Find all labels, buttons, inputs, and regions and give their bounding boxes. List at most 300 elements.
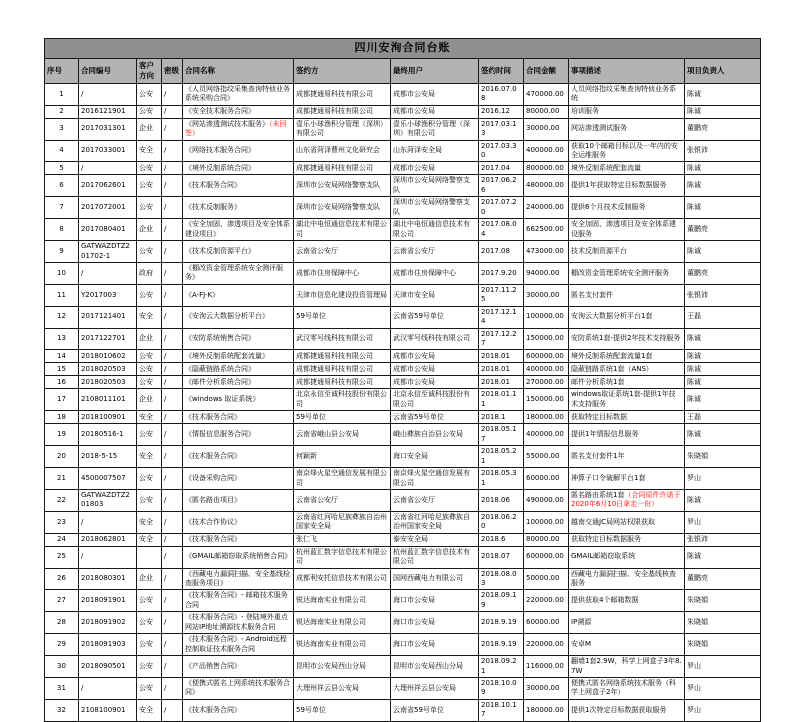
cell-customer-direction: 公安 [137, 284, 162, 306]
cell-end-user: 泰安安全局 [391, 533, 479, 546]
contract-table [44, 38, 761, 722]
cell-signing-date: 2017.08 [479, 241, 524, 263]
cell-contract-amount: 100000.00 [524, 511, 569, 533]
cell-secrecy-level: / [162, 546, 183, 568]
cell-customer-direction: 公安 [137, 83, 162, 105]
cell-row-number: 30 [45, 656, 79, 678]
cell-customer-direction: 公安 [137, 105, 162, 118]
cell-secrecy-level: / [162, 446, 183, 468]
cell-secrecy-level: / [162, 197, 183, 219]
cell-end-user: 云南省公安厅 [391, 489, 479, 511]
cell-contract-name: 《GMAIL邮箱窃取系统销售合同》 [183, 546, 294, 568]
table-row [45, 656, 761, 678]
cell-end-user: 海口市公安局 [391, 634, 479, 656]
cell-contract-name: 《便携式匿名上网系统技术服务合同》 [183, 677, 294, 699]
cell-contract-name: 《技术服务合同》 [183, 411, 294, 424]
cell-contract-number: 2017072001 [79, 197, 137, 219]
table-header [45, 39, 761, 84]
table-row [45, 376, 761, 389]
cell-end-user: 云南省59号单位 [391, 411, 479, 424]
cell-signing-date: 2018.6 [479, 533, 524, 546]
cell-secrecy-level: / [162, 140, 183, 162]
cell-secrecy-level: / [162, 612, 183, 634]
table-row [45, 363, 761, 376]
cell-matter-description: 西藏电力漏洞扫描、安全基线核查服务 [569, 568, 685, 590]
table-row [45, 241, 761, 263]
cell-row-number: 16 [45, 376, 79, 389]
cell-end-user: 壹乐小球渔积分管理（深圳）有限公司 [391, 118, 479, 140]
cell-project-lead: 陈诚 [685, 424, 761, 446]
cell-matter-description: 越南交通JC局网站权限获取 [569, 511, 685, 533]
cell-row-number: 14 [45, 350, 79, 363]
cell-contract-number: / [79, 262, 137, 284]
cell-contract-name: 《技术服务合同》- Android远程控制取证技术服务合同 [183, 634, 294, 656]
cell-signing-party: 南京烽火星空通信发展有限公司 [294, 468, 391, 490]
cell-project-lead: 陈诚 [685, 328, 761, 350]
cell-end-user: 成都市住房保障中心 [391, 262, 479, 284]
cell-row-number: 19 [45, 424, 79, 446]
ledger-sheet [44, 38, 760, 722]
cell-row-number: 27 [45, 590, 79, 612]
cell-contract-number: 2018091903 [79, 634, 137, 656]
cell-customer-direction: 公安 [137, 677, 162, 699]
cell-signing-date: 2017.03.30 [479, 140, 524, 162]
cell-signing-date: 2018.9.19 [479, 612, 524, 634]
cell-signing-party: 何颖新 [294, 446, 391, 468]
cell-matter-description: 境外反制系统配套流量1套 [569, 350, 685, 363]
cell-row-number: 25 [45, 546, 79, 568]
cell-contract-name: 《技术反制服务》 [183, 197, 294, 219]
red-annotation: （未回签） [185, 119, 287, 138]
cell-matter-description: IP溯源 [569, 612, 685, 634]
cell-contract-number: 2018090501 [79, 656, 137, 678]
cell-end-user: 成都市公安局 [391, 376, 479, 389]
cell-contract-amount: 150000.00 [524, 389, 569, 411]
cell-project-lead: 董鹏亮 [685, 219, 761, 241]
cell-contract-number: 20180516-1 [79, 424, 137, 446]
cell-contract-amount: 220000.00 [524, 634, 569, 656]
cell-matter-description: 隐蔽链路系统1套（ANS） [569, 363, 685, 376]
cell-end-user: 峨山彝族自治县公安局 [391, 424, 479, 446]
cell-contract-amount: 400000.00 [524, 424, 569, 446]
table-row [45, 568, 761, 590]
cell-contract-amount: 116000.00 [524, 656, 569, 678]
table-row [45, 350, 761, 363]
cell-project-lead: 陈诚 [685, 350, 761, 363]
cell-signing-date: 2016.07.08 [479, 83, 524, 105]
cell-secrecy-level: / [162, 284, 183, 306]
cell-contract-name: 《技术服务合同》- 邮箱技术服务合同 [183, 590, 294, 612]
cell-contract-name: 《棚改资金管理系统安全测评服务》 [183, 262, 294, 284]
cell-contract-name: 《产品销售合同》 [183, 656, 294, 678]
cell-customer-direction: 安全 [137, 533, 162, 546]
cell-signing-date: 2017.07.20 [479, 197, 524, 219]
cell-row-number: 29 [45, 634, 79, 656]
cell-row-number: 15 [45, 363, 79, 376]
cell-contract-amount: 400000.00 [524, 140, 569, 162]
cell-matter-description: 安全加固、渗透项目及安全体系建设服务 [569, 219, 685, 241]
cell-secrecy-level: / [162, 175, 183, 197]
cell-customer-direction: 公安 [137, 197, 162, 219]
cell-contract-number: 2017122701 [79, 328, 137, 350]
cell-contract-number: 2017031301 [79, 118, 137, 140]
cell-contract-name: 《网站渗透测试技术服务》（未回签） [183, 118, 294, 140]
cell-end-user: 天津市安全局 [391, 284, 479, 306]
cell-project-lead: 王磊 [685, 411, 761, 424]
column-header: 合同金额 [524, 58, 569, 83]
cell-secrecy-level: / [162, 411, 183, 424]
table-row [45, 489, 761, 511]
table-row [45, 118, 761, 140]
cell-contract-name: 《技术合作协议》 [183, 511, 294, 533]
cell-customer-direction: 企业 [137, 568, 162, 590]
cell-customer-direction: 公安 [137, 612, 162, 634]
table-row [45, 612, 761, 634]
cell-contract-amount: 80000.00 [524, 533, 569, 546]
cell-end-user: 湖北中电恒通信息技术有限公司 [391, 219, 479, 241]
cell-contract-name: 《技术服务合同》 [183, 699, 294, 721]
cell-signing-date: 2017.12.14 [479, 306, 524, 328]
cell-project-lead: 朱晓娟 [685, 590, 761, 612]
cell-row-number: 5 [45, 162, 79, 175]
cell-project-lead: 陈诚 [685, 241, 761, 263]
table-row [45, 197, 761, 219]
cell-customer-direction: 安全 [137, 306, 162, 328]
cell-signing-date: 2018.01.11 [479, 389, 524, 411]
cell-project-lead: 陈诚 [685, 105, 761, 118]
cell-signing-party: 成都捷通易科技有限公司 [294, 376, 391, 389]
cell-contract-number: 2017121401 [79, 306, 137, 328]
cell-contract-amount: 480000.00 [524, 175, 569, 197]
cell-project-lead: 王磊 [685, 306, 761, 328]
column-header: 密级 [162, 58, 183, 83]
cell-signing-date: 2018.09.19 [479, 590, 524, 612]
cell-secrecy-level: / [162, 568, 183, 590]
cell-project-lead: 陈诚 [685, 489, 761, 511]
cell-signing-date: 2018.01 [479, 363, 524, 376]
cell-row-number: 6 [45, 175, 79, 197]
cell-end-user: 昆明市公安局西山分局 [391, 656, 479, 678]
cell-signing-party: 深圳市公安局网络警察支队 [294, 175, 391, 197]
cell-signing-party: 成都捷通易科技有限公司 [294, 350, 391, 363]
cell-contract-name: 《安全加固、渗透项目及安全体系建设项目》 [183, 219, 294, 241]
cell-end-user: 国网西藏电力有限公司 [391, 568, 479, 590]
cell-signing-date: 2018.1 [479, 411, 524, 424]
cell-matter-description: 安卓M [569, 634, 685, 656]
cell-matter-description: 安防系统1套-提供2年技术支持服务 [569, 328, 685, 350]
cell-end-user: 成都市公安局 [391, 162, 479, 175]
cell-row-number: 17 [45, 389, 79, 411]
cell-project-lead: 陈诚 [685, 389, 761, 411]
cell-project-lead: 罗山 [685, 656, 761, 678]
cell-matter-description: 提供1次特定目标数据获取服务 [569, 699, 685, 721]
cell-matter-description: 神算子口令破解平台1套 [569, 468, 685, 490]
cell-signing-party: 成都市住房保障中心 [294, 262, 391, 284]
cell-project-lead: 朱晓娟 [685, 446, 761, 468]
cell-customer-direction: 公安 [137, 376, 162, 389]
cell-secrecy-level: / [162, 590, 183, 612]
cell-signing-date: 2018.09.21 [479, 656, 524, 678]
cell-signing-date: 2017.12.27 [479, 328, 524, 350]
cell-customer-direction: 企业 [137, 328, 162, 350]
cell-contract-number: / [79, 162, 137, 175]
column-header: 项目负责人 [685, 58, 761, 83]
column-header: 最终用户 [391, 58, 479, 83]
cell-project-lead: 罗山 [685, 468, 761, 490]
cell-end-user: 北京永信至诚科技股份有限公司 [391, 389, 479, 411]
cell-row-number: 1 [45, 83, 79, 105]
table-row [45, 162, 761, 175]
cell-row-number: 28 [45, 612, 79, 634]
table-row [45, 175, 761, 197]
title-row [45, 39, 761, 59]
cell-matter-description: 提供1年获取特定目标数据服务 [569, 175, 685, 197]
cell-project-lead: 陈诚 [685, 376, 761, 389]
contract-table-body [45, 83, 761, 721]
cell-secrecy-level: / [162, 677, 183, 699]
cell-contract-number: GATWAZDTZ201803 [79, 489, 137, 511]
cell-contract-name: 《西藏电力漏洞扫描、安全基线检查服务项目》 [183, 568, 294, 590]
cell-signing-party: 山东省菏泽曹州文化研究会 [294, 140, 391, 162]
cell-secrecy-level: / [162, 634, 183, 656]
cell-secrecy-level: / [162, 350, 183, 363]
cell-project-lead: 朱晓娟 [685, 612, 761, 634]
cell-contract-name: 《安洵云大数据分析平台》 [183, 306, 294, 328]
cell-matter-description: 人员网络指纹采集查询特侦业务系统 [569, 83, 685, 105]
cell-customer-direction: 安全 [137, 411, 162, 424]
cell-signing-party: 锐达海南实业有限公司 [294, 634, 391, 656]
cell-contract-amount: 50000.00 [524, 568, 569, 590]
cell-end-user: 成都市公安局 [391, 350, 479, 363]
cell-matter-description: 邮件分析系统1套 [569, 376, 685, 389]
cell-contract-number: 2018020503 [79, 363, 137, 376]
table-row [45, 590, 761, 612]
cell-signing-date: 2018.10.17 [479, 699, 524, 721]
cell-matter-description: 提供6个月技术反制服务 [569, 197, 685, 219]
cell-project-lead: 陈诚 [685, 175, 761, 197]
cell-signing-date: 2017.06.26 [479, 175, 524, 197]
cell-customer-direction: 企业 [137, 118, 162, 140]
cell-end-user: 云南省红河哈尼族彝族自治州国家安全局 [391, 511, 479, 533]
table-row [45, 411, 761, 424]
cell-row-number: 26 [45, 568, 79, 590]
cell-contract-number: 2108100901 [79, 699, 137, 721]
cell-end-user: 大理州祥云县公安局 [391, 677, 479, 699]
column-header: 序号 [45, 58, 79, 83]
cell-contract-number: / [79, 511, 137, 533]
cell-customer-direction: 公安 [137, 468, 162, 490]
cell-contract-amount: 800000.00 [524, 162, 569, 175]
cell-project-lead: 罗山 [685, 511, 761, 533]
cell-signing-date: 2018.06 [479, 489, 524, 511]
cell-signing-party: 锐达海南实业有限公司 [294, 590, 391, 612]
cell-contract-amount: 240000.00 [524, 197, 569, 219]
cell-contract-number: 2018020503 [79, 376, 137, 389]
cell-signing-party: 大理州祥云县公安局 [294, 677, 391, 699]
cell-matter-description: 提供获取4个邮箱数据 [569, 590, 685, 612]
table-row [45, 468, 761, 490]
cell-row-number: 7 [45, 197, 79, 219]
cell-contract-number: 2018010602 [79, 350, 137, 363]
cell-signing-date: 2018.07 [479, 546, 524, 568]
cell-project-lead: 罗山 [685, 677, 761, 699]
cell-signing-party: 武汉零号线科技有限公司 [294, 328, 391, 350]
cell-end-user: 成都市公安局 [391, 105, 479, 118]
cell-signing-party: 壹乐小球渔积分管理（深圳）有限公司 [294, 118, 391, 140]
table-row [45, 634, 761, 656]
cell-signing-party: 湖北中电恒通信息技术有限公司 [294, 219, 391, 241]
cell-customer-direction: 公安 [137, 175, 162, 197]
table-row [45, 389, 761, 411]
cell-signing-date: 2017.03.13 [479, 118, 524, 140]
cell-signing-date: 2016.12 [479, 105, 524, 118]
cell-row-number: 32 [45, 699, 79, 721]
cell-row-number: 11 [45, 284, 79, 306]
table-row [45, 446, 761, 468]
cell-contract-name: 《网络技术服务合同》 [183, 140, 294, 162]
cell-secrecy-level: / [162, 219, 183, 241]
cell-contract-name: 《技术服务合同》- 登陆境外重点网站IP地址溯源技术服务合同 [183, 612, 294, 634]
cell-row-number: 31 [45, 677, 79, 699]
cell-signing-date: 2018.05.21 [479, 446, 524, 468]
cell-contract-amount: 60000.00 [524, 468, 569, 490]
cell-customer-direction: 安全 [137, 140, 162, 162]
cell-secrecy-level: / [162, 118, 183, 140]
cell-end-user: 成都市公安局 [391, 363, 479, 376]
page-title: 四川安洵合同台账 [45, 39, 761, 59]
table-row [45, 328, 761, 350]
cell-customer-direction: 公安 [137, 424, 162, 446]
cell-secrecy-level: / [162, 363, 183, 376]
cell-contract-number: / [79, 677, 137, 699]
cell-row-number: 22 [45, 489, 79, 511]
cell-row-number: 4 [45, 140, 79, 162]
cell-signing-date: 2017.11.25 [479, 284, 524, 306]
column-header: 签约方 [294, 58, 391, 83]
cell-row-number: 24 [45, 533, 79, 546]
cell-signing-party: 成都利安托信息技术有限公司 [294, 568, 391, 590]
cell-secrecy-level: / [162, 328, 183, 350]
cell-matter-description: 棚改资金管理系统安全测评服务 [569, 262, 685, 284]
table-row [45, 699, 761, 721]
cell-matter-description: 获取特定目标数据 [569, 411, 685, 424]
cell-secrecy-level: / [162, 511, 183, 533]
cell-contract-amount: 30000.00 [524, 284, 569, 306]
cell-secrecy-level: / [162, 105, 183, 118]
cell-contract-amount: 80000.00 [524, 105, 569, 118]
cell-signing-party: 杭州蓝汇数字信息技术有限公司 [294, 546, 391, 568]
cell-contract-number: 2016121901 [79, 105, 137, 118]
cell-contract-amount: 400000.00 [524, 363, 569, 376]
cell-row-number: 12 [45, 306, 79, 328]
cell-matter-description: 获取特定目标数据服务 [569, 533, 685, 546]
cell-contract-name: 《匿名路由项目》 [183, 489, 294, 511]
table-row [45, 140, 761, 162]
table-row [45, 533, 761, 546]
cell-secrecy-level: / [162, 424, 183, 446]
cell-project-lead: 董鹏亮 [685, 118, 761, 140]
cell-customer-direction: 企业 [137, 219, 162, 241]
cell-row-number: 2 [45, 105, 79, 118]
cell-end-user: 云南省公安厅 [391, 241, 479, 263]
cell-contract-number: 2018091901 [79, 590, 137, 612]
cell-project-lead: 陈诚 [685, 363, 761, 376]
cell-matter-description: 境外反制系统配套流量 [569, 162, 685, 175]
cell-signing-party: 59号单位 [294, 699, 391, 721]
cell-contract-amount: 600000.00 [524, 546, 569, 568]
cell-customer-direction: 安全 [137, 511, 162, 533]
cell-secrecy-level: / [162, 241, 183, 263]
cell-signing-date: 2017.9.20 [479, 262, 524, 284]
cell-customer-direction: 政府 [137, 262, 162, 284]
cell-secrecy-level: / [162, 262, 183, 284]
cell-end-user: 海口市公安局 [391, 612, 479, 634]
column-header-row [45, 58, 761, 83]
cell-matter-description: 提供1年情报信息服务 [569, 424, 685, 446]
cell-signing-party: 成都捷通易科技有限公司 [294, 363, 391, 376]
cell-project-lead: 张银沛 [685, 140, 761, 162]
cell-signing-party: 天津市信息化建设投资管理局 [294, 284, 391, 306]
cell-secrecy-level: / [162, 306, 183, 328]
cell-end-user: 深圳市公安局网络警察支队 [391, 175, 479, 197]
cell-secrecy-level: / [162, 699, 183, 721]
cell-project-lead: 罗山 [685, 699, 761, 721]
cell-contract-name: 《境外反制系统配套流量》 [183, 350, 294, 363]
cell-end-user: 云南省59号单位 [391, 306, 479, 328]
cell-secrecy-level: / [162, 533, 183, 546]
table-row [45, 219, 761, 241]
cell-project-lead: 陈诚 [685, 162, 761, 175]
cell-secrecy-level: / [162, 468, 183, 490]
cell-contract-name: 《安防系统销售合同》 [183, 328, 294, 350]
cell-contract-name: 《技术反制资源平台》 [183, 241, 294, 263]
cell-signing-party: 云南省公安厅 [294, 241, 391, 263]
cell-row-number: 8 [45, 219, 79, 241]
table-row [45, 284, 761, 306]
cell-end-user: 武汉零号线科技有限公司 [391, 328, 479, 350]
cell-contract-name: 《技术服务合同》 [183, 175, 294, 197]
cell-signing-date: 2017.08.04 [479, 219, 524, 241]
cell-contract-amount: 30000.00 [524, 118, 569, 140]
cell-project-lead: 董鹏亮 [685, 262, 761, 284]
cell-contract-name: 《隐蔽链路系统合同》 [183, 363, 294, 376]
cell-customer-direction: 安全 [137, 699, 162, 721]
cell-customer-direction: 公安 [137, 656, 162, 678]
cell-contract-amount: 490000.00 [524, 489, 569, 511]
cell-row-number: 20 [45, 446, 79, 468]
cell-contract-number: 2018091902 [79, 612, 137, 634]
column-header: 合同名称 [183, 58, 294, 83]
cell-contract-name: 《邮件分析系统合同》 [183, 376, 294, 389]
cell-contract-number: GATWAZDTZ201702-1 [79, 241, 137, 263]
table-row [45, 424, 761, 446]
cell-signing-party: 云南省公安厅 [294, 489, 391, 511]
cell-contract-number: 2018100901 [79, 411, 137, 424]
cell-contract-name: 《人员网络指纹采集查询特侦业务系统采购合同》 [183, 83, 294, 105]
cell-secrecy-level: / [162, 376, 183, 389]
cell-signing-date: 2018.06.20 [479, 511, 524, 533]
column-header: 事项描述 [569, 58, 685, 83]
cell-contract-amount: 270000.00 [524, 376, 569, 389]
cell-contract-name: 《境外反制系统合同》 [183, 162, 294, 175]
cell-secrecy-level: / [162, 389, 183, 411]
cell-customer-direction: 公安 [137, 489, 162, 511]
cell-signing-date: 2018.08.03 [479, 568, 524, 590]
cell-signing-party: 深圳市公安局网络警察支队 [294, 197, 391, 219]
cell-signing-party: 云南省红河哈尼族彝族自治州国家安全局 [294, 511, 391, 533]
cell-contract-amount: 470000.00 [524, 83, 569, 105]
cell-signing-party: 59号单位 [294, 411, 391, 424]
